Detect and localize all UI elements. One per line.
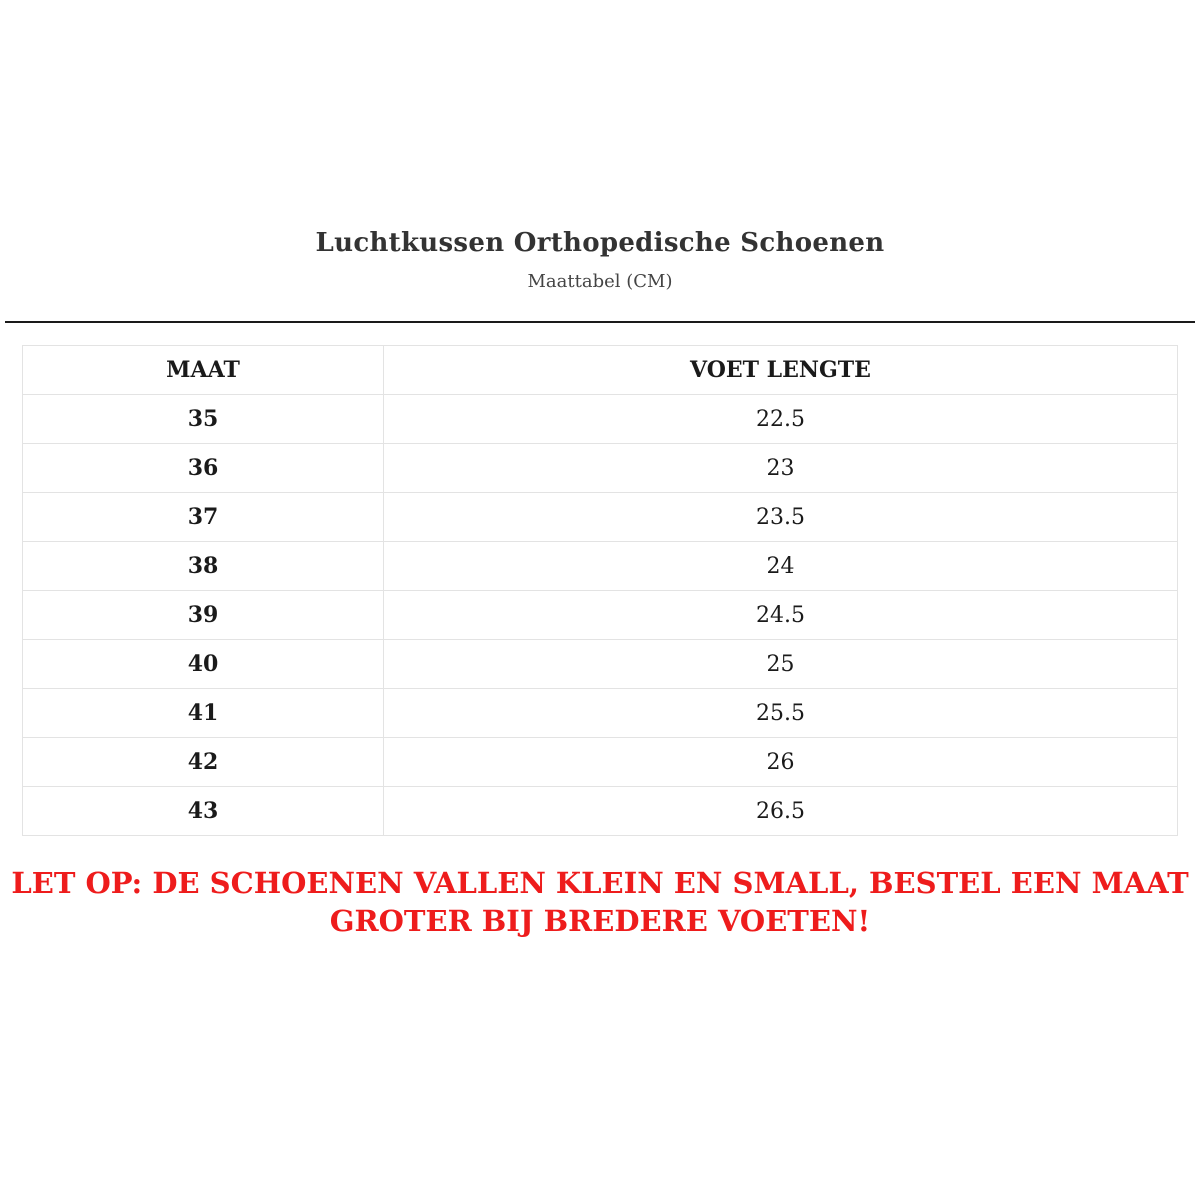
cell-maat: 40 [23, 640, 384, 689]
table-header-row [23, 346, 1178, 395]
cell-maat: 41 [23, 689, 384, 738]
table-row [23, 493, 1178, 542]
cell-voet-lengte: 25 [384, 640, 1178, 689]
size-warning-notice: LET OP: DE SCHOENEN VALLEN KLEIN EN SMALL, BESTEL EEN MAAT GROTER BIJ BREDERE VOETEN! [11, 866, 1189, 938]
table-row [23, 787, 1178, 836]
divider [5, 321, 1195, 323]
cell-maat: 35 [23, 395, 384, 444]
page-subtitle: Maattabel (CM) [527, 271, 673, 292]
cell-maat: 42 [23, 738, 384, 787]
cell-voet-lengte: 24 [384, 542, 1178, 591]
column-header-voet-lengte: VOET LENGTE [384, 346, 1178, 395]
column-header-maat: MAAT [23, 346, 384, 395]
table-row [23, 542, 1178, 591]
table-row [23, 395, 1178, 444]
cell-voet-lengte: 23 [384, 444, 1178, 493]
cell-voet-lengte: 24.5 [384, 591, 1178, 640]
table-row [23, 444, 1178, 493]
size-chart-table [22, 345, 1178, 836]
cell-maat: 38 [23, 542, 384, 591]
cell-voet-lengte: 23.5 [384, 493, 1178, 542]
cell-maat: 37 [23, 493, 384, 542]
cell-maat: 43 [23, 787, 384, 836]
page-title: Luchtkussen Orthopedische Schoenen [315, 228, 885, 258]
cell-voet-lengte: 26 [384, 738, 1178, 787]
table-row [23, 640, 1178, 689]
cell-maat: 36 [23, 444, 384, 493]
table-row [23, 689, 1178, 738]
table-row [23, 738, 1178, 787]
cell-voet-lengte: 22.5 [384, 395, 1178, 444]
table-row [23, 591, 1178, 640]
cell-maat: 39 [23, 591, 384, 640]
cell-voet-lengte: 25.5 [384, 689, 1178, 738]
cell-voet-lengte: 26.5 [384, 787, 1178, 836]
